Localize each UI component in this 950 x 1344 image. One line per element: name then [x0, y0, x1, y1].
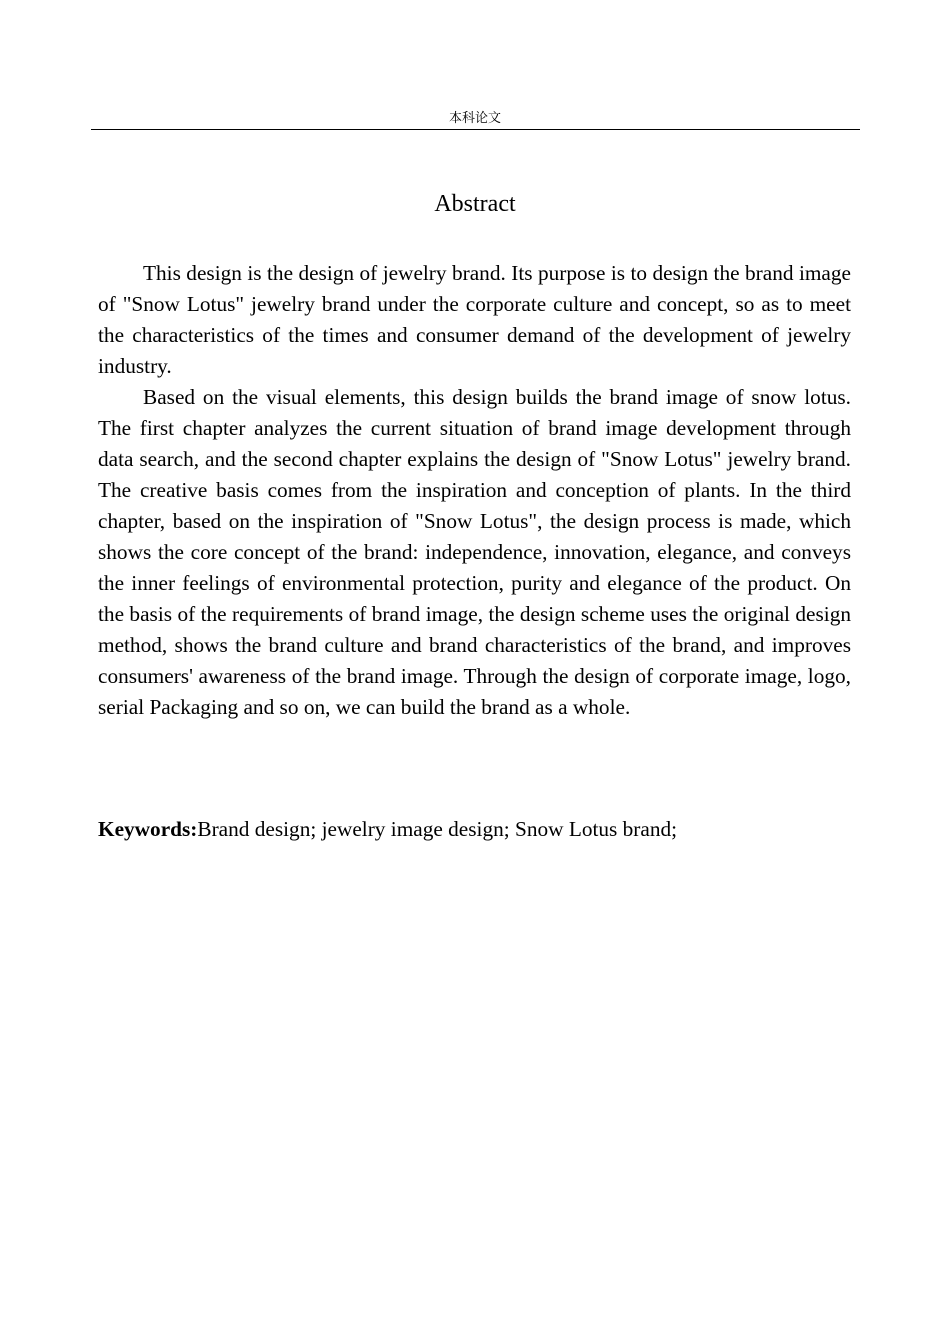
keywords-label: Keywords:	[98, 817, 198, 841]
abstract-title: Abstract	[434, 191, 516, 217]
header-divider	[91, 129, 860, 130]
keywords-text: Brand design; jewelry image design; Snow Lotus brand;	[197, 817, 678, 841]
abstract-paragraph-2: Based on the visual elements, this design builds the brand image of snow lotus. The first chapter analyzes the current situation of brand image development through data search, and the second chapter explains the design of "Snow Lotus" jewelry brand. The creative basis comes from the inspiration and conception of plants. In the third chapter, based on the inspiration of "Snow Lotus", the design process is made, which shows the core concept of the brand: independence, innovation, elegance, and conveys the inner feelings of environmental protection, purity and elegance of the product. On the basis of the requirements of brand image, the design scheme uses the original design method, shows the brand culture and brand characteristics of the brand, and improves consumers' awareness of the brand image. Through the design of corporate image, logo, serial Packaging and so on, we can build the brand as a whole.	[98, 385, 851, 719]
keywords-line	[98, 814, 851, 845]
abstract-body	[98, 258, 851, 723]
running-header: 本科论文	[448, 111, 501, 126]
abstract-paragraph-1: This design is the design of jewelry brand. Its purpose is to design the brand image of "Snow Lotus" jewelry brand under the corporate culture and concept, so as to meet the characteristics of the times and consumer demand of the development of jewelry industry.	[98, 261, 851, 378]
